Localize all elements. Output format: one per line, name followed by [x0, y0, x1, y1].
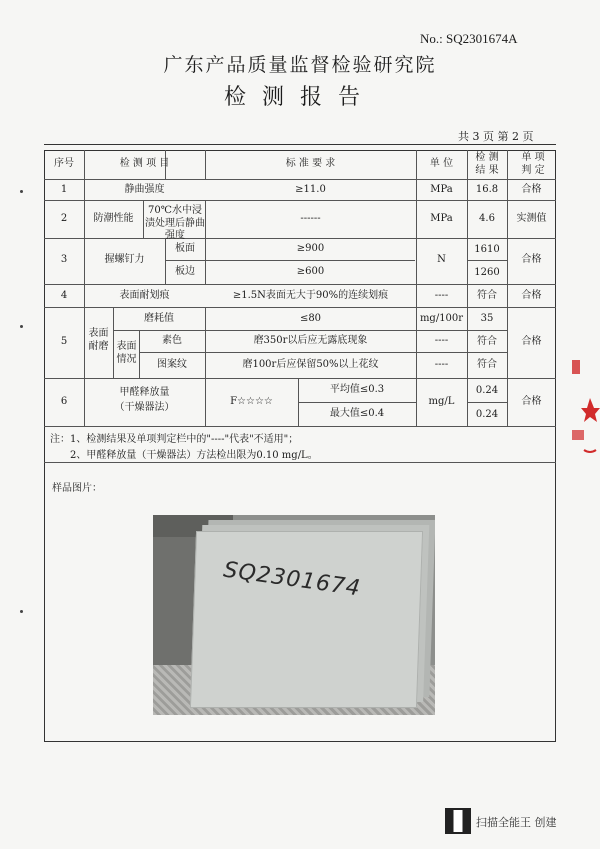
row2-unit: MPa	[430, 213, 453, 224]
row3-item: 握螺钉力	[104, 254, 145, 265]
row2-standard: ------	[300, 213, 321, 224]
row5-judge: 合格	[521, 336, 542, 347]
handwritten-sample-id: SQ2301674	[221, 557, 363, 602]
row4-item: 表面耐划痕	[119, 290, 170, 301]
table-top-border	[44, 150, 556, 151]
header-judgement: 单 项 判 定	[521, 152, 545, 176]
row4-result: 符合	[477, 290, 497, 301]
row-line	[139, 352, 507, 353]
row5-sub1: 磨耗值	[144, 313, 174, 324]
row1-standard: ≥11.0	[295, 184, 326, 195]
row-line	[113, 330, 507, 331]
row2-subitem: 70℃水中浸渍处理后静曲强度	[145, 205, 205, 241]
margin-dot	[20, 325, 23, 328]
row4-judge: 合格	[521, 290, 542, 301]
row6-unit: mg/L	[428, 396, 455, 407]
institute-name: 广东产品质量监督检验研究院	[163, 54, 437, 76]
row-line	[44, 200, 556, 201]
row3-std1: ≥900	[296, 243, 325, 254]
margin-dot	[20, 190, 23, 193]
row4-unit: ----	[434, 290, 449, 301]
qr-code-icon	[445, 808, 471, 834]
row-line	[44, 378, 556, 379]
row3-seq: 3	[60, 254, 68, 265]
scanner-watermark: 扫描全能王 创建	[476, 816, 557, 829]
header-seq: 序号	[54, 158, 74, 169]
row-line	[298, 402, 416, 403]
row1-item: 静曲强度	[124, 184, 165, 195]
row3-unit: N	[437, 254, 446, 265]
note-1: 注：1、检测结果及单项判定栏中的"----"代表"不适用"；	[50, 434, 299, 445]
row1-judge: 合格	[521, 184, 542, 195]
row1-result: 16.8	[475, 184, 499, 195]
margin-dot	[20, 610, 23, 613]
top-rule	[44, 144, 556, 145]
row6-item: 甲醛释放量	[119, 387, 170, 398]
row6-item-method: （干燥器法）	[114, 402, 175, 413]
row5-item: 表面耐磨	[88, 328, 109, 352]
row-line	[44, 462, 556, 463]
row5-unit1: mg/100r	[419, 313, 464, 324]
report-title: 检测报告	[223, 85, 376, 110]
row1-unit: MPa	[430, 184, 453, 195]
header-unit: 单 位	[429, 158, 454, 169]
row6-res1: 0.24	[475, 385, 499, 396]
report-number: No.: SQ2301674A	[420, 31, 518, 46]
row-line	[44, 179, 556, 180]
row3-std2: ≥600	[296, 266, 325, 277]
row3-res1: 1610	[474, 244, 500, 255]
row2-seq: 2	[60, 213, 68, 224]
row-line	[467, 260, 507, 261]
row5-res2: 符合	[477, 336, 497, 347]
header-standard: 标 准 要 求	[285, 158, 336, 169]
row5-unit3: ----	[434, 359, 449, 370]
row-line	[467, 402, 507, 403]
row5-group: 表面情况	[116, 341, 137, 365]
page-info: 共 3 页 第 2 页	[458, 130, 534, 143]
row6-sub1: 平均值≤0.3	[329, 384, 385, 395]
row4-seq: 4	[60, 290, 68, 301]
sample-label: 样品图片：	[52, 483, 102, 494]
row6-sub2: 最大值≤0.4	[329, 408, 385, 419]
row5-seq: 5	[60, 336, 68, 347]
row-line	[44, 307, 556, 308]
row2-item: 防潮性能	[93, 213, 134, 224]
row5-res1: 35	[480, 313, 494, 324]
row3-judge: 合格	[521, 254, 542, 265]
row2-result: 4.6	[479, 213, 495, 224]
row6-judge: 合格	[521, 396, 542, 407]
row5-std1: ≤80	[299, 313, 322, 324]
row-line	[44, 238, 556, 239]
row4-standard: ≥1.5N表面无大于90%的连续划痕	[232, 290, 389, 301]
row-line	[44, 284, 556, 285]
row5-sub2: 素色	[162, 335, 182, 346]
sample-photo	[153, 515, 435, 715]
stamp-fragment	[568, 350, 600, 470]
row2-judge: 实测值	[516, 213, 547, 224]
row5-std3: 磨100r后应保留50%以上花纹	[242, 359, 379, 370]
note-2: 2、甲醛释放量（干燥器法）方法检出限为0.10 mg/L。	[70, 450, 318, 461]
row5-sub3: 图案纹	[157, 359, 187, 370]
row5-res3: 符合	[477, 359, 497, 370]
row6-seq: 6	[60, 396, 68, 407]
row6-res2: 0.24	[475, 409, 499, 420]
header-item: 检 测 项 目	[119, 158, 170, 169]
row-line	[44, 426, 556, 427]
row6-grade: F☆☆☆☆	[230, 396, 273, 407]
header-result: 检 测 结 果	[475, 152, 499, 176]
row1-seq: 1	[60, 184, 68, 195]
row3-sub2: 板边	[175, 266, 195, 277]
col-line	[143, 200, 144, 238]
row5-unit2: ----	[434, 335, 449, 346]
row-line	[165, 260, 415, 261]
row3-res2: 1260	[474, 267, 500, 278]
row3-sub1: 板面	[175, 243, 195, 254]
row5-std2: 磨350r以后应无露底现象	[253, 335, 368, 346]
